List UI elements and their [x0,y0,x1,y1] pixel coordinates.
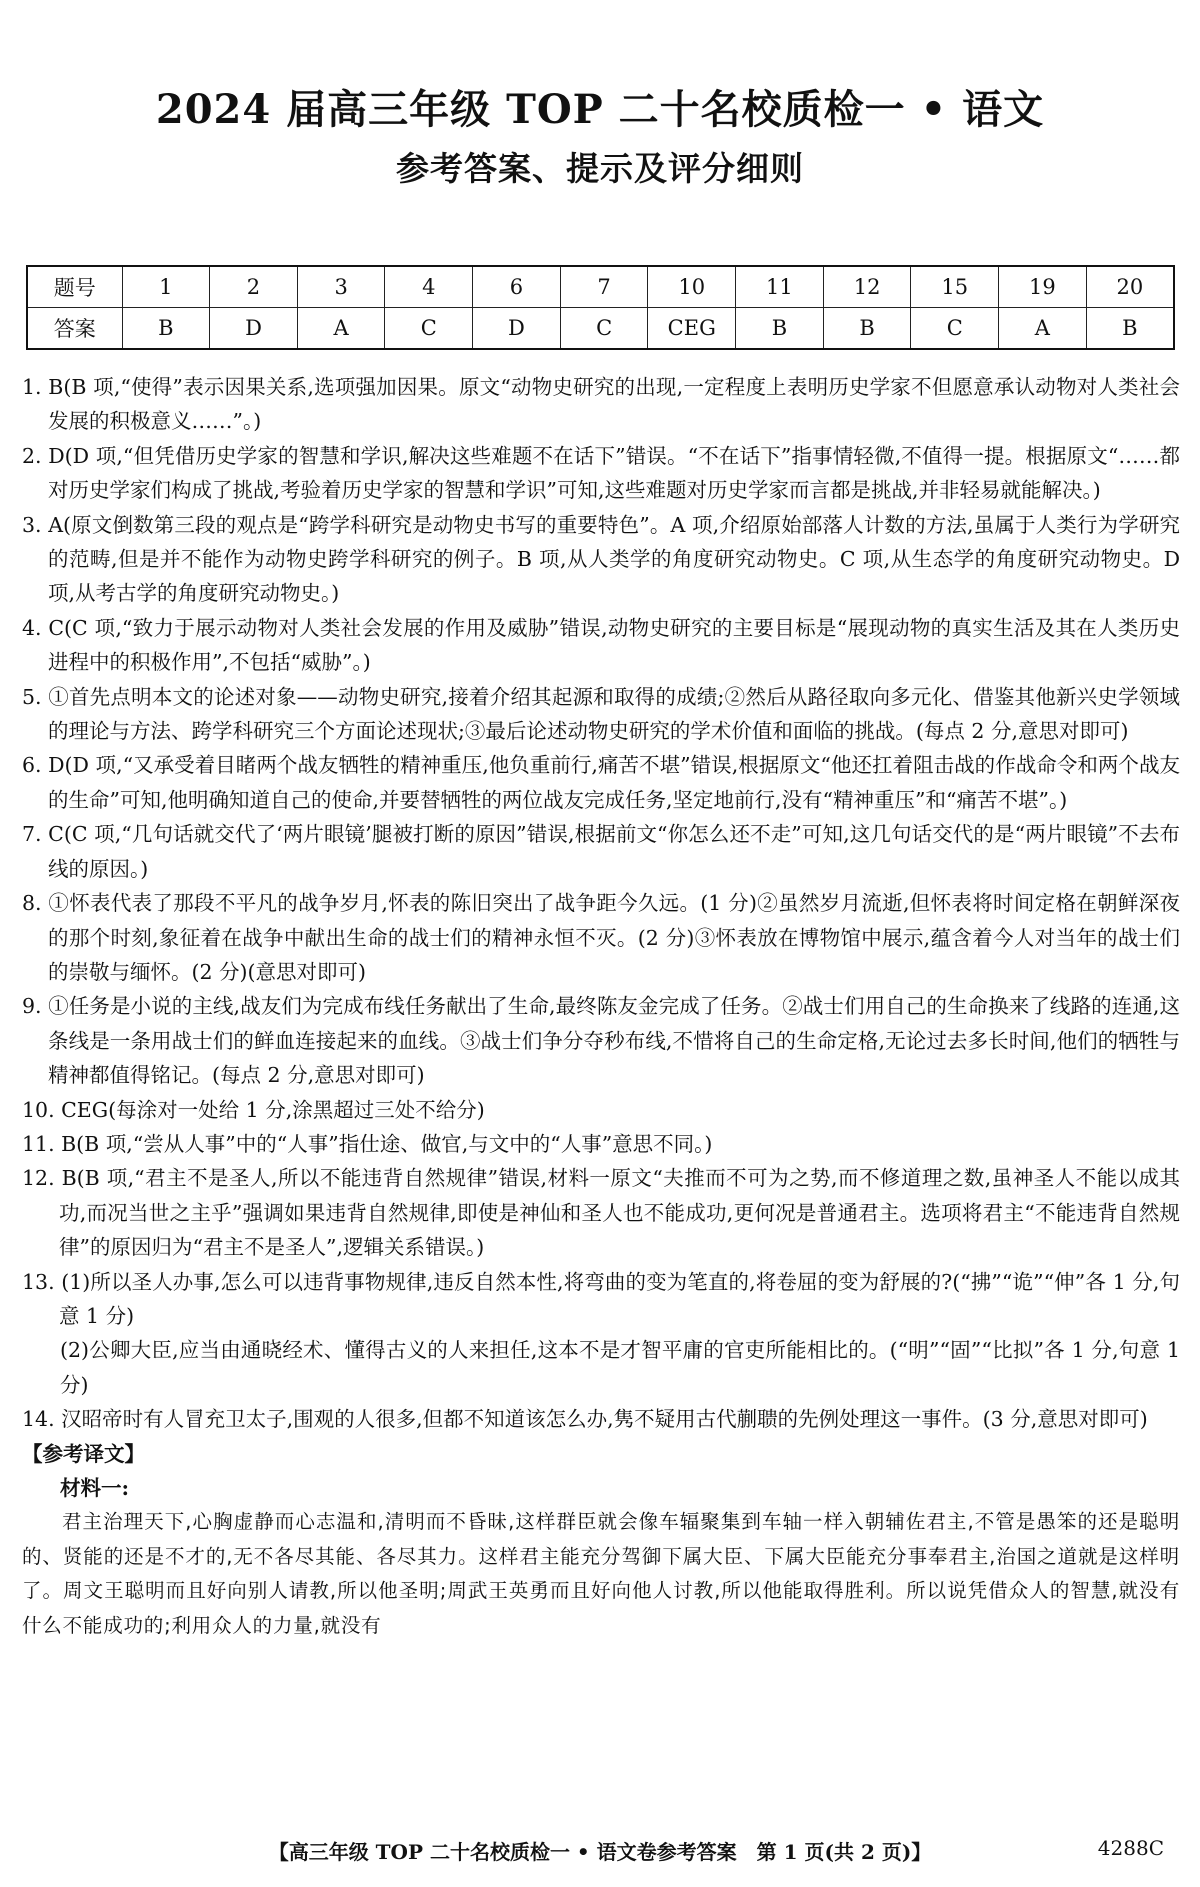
question-number-cell: 7 [560,266,648,308]
question-number-cell: 10 [648,266,736,308]
translation-paragraph: 君主治理天下,心胸虚静而心志温和,清明而不昏昧,这样群臣就会像车辐聚集到车轴一样入朝辅佐君主,不管是愚笨的还是聪明的、贤能的还是不才的,无不各尽其能、各尽其力。这样君主能充分驾御下属大臣、下属大臣能充分事奉君主,治国之道就是这样明了。周文王聪明而且好向别人请教,所以他圣明;周武王英勇而且好向他人讨教,所以他能取得胜利。所以说凭借众人的智慧,就没有什么不能成功的;利用众人的力量,就没有 [22,1510,1180,1637]
answer-item-3: 3. A(原文倒数第三段的观点是“跨学科研究是动物史书写的重要特色”。A 项,介绍原始部落人计数的方法,虽属于人类行为学研究的范畴,但是并不能作为动物史跨学科研究的例子。B 项,从人类学的角度研究动物史。C 项,从生态学的角度研究动物史。D 项,从考古学的角度研究动物史。) [22,512,1180,606]
question-number-cell: 20 [1086,266,1174,308]
question-number-cell: 11 [736,266,824,308]
answer-item-12: 12. B(B 项,“君主不是圣人,所以不能违背自然规律”错误,材料一原文“夫推而不可为之势,而不修道理之数,虽神圣人不能以成其功,而况当世之主乎”强调如果违背自然规律,即使是神仙和圣人也不能成功,更何况是普通君主。选项将君主“不能违背自然规律”的原因归为“君主不是圣人”,逻辑关系错误。) [22,1166,1180,1260]
answer-cell: D [473,308,561,350]
question-number-cell: 6 [473,266,561,308]
question-number-row [27,266,1174,308]
answer-item-10: 10. CEG(每涂对一处给 1 分,涂黑超过三处不给分) [22,1097,485,1122]
page-subtitle: 参考答案、提示及评分细则 [396,149,804,188]
answer-cell: B [823,308,911,350]
answer-item-7: 7. C(C 项,“几句话就交代了‘两片眼镜’腿被打断的原因”错误,根据前文“你怎么还不走”可知,这几句话交代的是“两片眼镜”不去布线的原因。) [22,822,1180,881]
question-number-cell: 3 [297,266,385,308]
answer-table [26,265,1175,350]
answer-explanations [22,370,1180,1643]
answer-cell: D [210,308,298,350]
question-number-cell: 19 [999,266,1087,308]
answer-item-14: 14. 汉昭帝时有人冒充卫太子,围观的人很多,但都不知道该怎么办,隽不疑用古代蒯聩的先例处理这一事件。(3 分,意思对即可) [22,1407,1148,1432]
question-number-cell: 12 [823,266,911,308]
answer-cell: C [385,308,473,350]
answer-cell: A [999,308,1087,350]
footer-code: 4288C [1097,1836,1164,1860]
answer-item-2: 2. D(D 项,“但凭借历史学家的智慧和学识,解决这些难题不在话下”错误。“不在话下”指事情轻微,不值得一提。根据原文“……都对历史学家们构成了挑战,考验着历史学家的智慧和学识”可知,这些难题对历史学家而言都是挑战,并非轻易就能解决。) [22,443,1180,503]
reference-translation-heading: 【参考译文】 [22,1441,145,1466]
row-header-question-number: 题号 [27,266,122,308]
answer-cell: B [1086,308,1174,350]
answer-item-6: 6. D(D 项,“又承受着目睹两个战友牺牲的精神重压,他负重前行,痛苦不堪”错误,根据原文“他还扛着阻击战的作战命令和两个战友的生命”可知,他明确知道自己的使命,并要替牺牲的两位战友完成任务,坚定地前行,没有“精神重压”和“痛苦不堪”。) [22,753,1180,812]
answer-item-11: 11. B(B 项,“尝从人事”中的“人事”指仕途、做官,与文中的“人事”意思不同。) [22,1131,713,1156]
answer-item-13-part-2: (2)公卿大臣,应当由通晓经术、懂得古义的人来担任,这本不是才智平庸的官吏所能相比的。(“明”“固”“比拟”各 1 分,句意 1 分) [60,1338,1180,1397]
answer-item-13-part-1: 13. (1)所以圣人办事,怎么可以违背事物规律,违反自然本性,将弯曲的变为笔直的,将卷屈的变为舒展的?(“拂”“诡”“伸”各 1 分,句意 1 分) [22,1269,1180,1328]
material-1-label: 材料一: [60,1476,130,1500]
footer-page-info: 【高三年级 TOP 二十名校质检一 • 语文卷参考答案 第 1 页(共 2 页)】 [268,1840,932,1864]
row-header-answer: 答案 [27,308,122,350]
answer-item-8: 8. ①怀表代表了那段不平凡的战争岁月,怀表的陈旧突出了战争距今久远。(1 分)②虽然岁月流逝,但怀表将时间定格在朝鲜深夜的那个时刻,象征着在战争中献出生命的战士们的精神永恒不灭。(2 分)③怀表放在博物馆中展示,蕴含着今人对当年的战士们的崇敬与缅怀。(2 分)(意思对即可) [22,891,1180,984]
answer-item-9: 9. ①任务是小说的主线,战友们为完成布线任务献出了生命,最终陈友金完成了任务。②战士们用自己的生命换来了线路的连通,这条线是一条用战士们的鲜血连接起来的血线。③战士们争分夺秒布线,不惜将自己的生命定格,无论过去多长时间,他们的牺牲与精神都值得铭记。(每点 2 分,意思对即可) [22,994,1180,1088]
question-number-cell: 4 [385,266,473,308]
answer-cell: B [122,308,210,350]
answer-cell: B [736,308,824,350]
answer-cell: C [560,308,648,350]
answer-item-4: 4. C(C 项,“致力于展示动物对人类社会发展的作用及威胁”错误,动物史研究的主要目标是“展现动物的真实生活及其在人类历史进程中的积极作用”,不包括“威胁”。) [22,615,1180,675]
answer-item-5: 5. ①首先点明本文的论述对象——动物史研究,接着介绍其起源和取得的成绩;②然后从路径取向多元化、借鉴其他新兴史学领域的理论与方法、跨学科研究三个方面论述现状;③最后论述动物史研究的学术价值和面临的挑战。(每点 2 分,意思对即可) [22,684,1180,744]
question-number-cell: 2 [210,266,298,308]
answer-row [27,308,1174,350]
answer-cell: A [297,308,385,350]
question-number-cell: 15 [911,266,999,308]
page-title: 2024 届高三年级 TOP 二十名校质检一 • 语文 [155,86,1045,133]
answer-item-1: 1. B(B 项,“使得”表示因果关系,选项强加因果。原文“动物史研究的出现,一定程度上表明历史学家不但愿意承认动物对人类社会发展的积极意义……”。) [22,375,1180,434]
question-number-cell: 1 [122,266,210,308]
answer-cell: C [911,308,999,350]
answer-cell: CEG [648,308,736,350]
